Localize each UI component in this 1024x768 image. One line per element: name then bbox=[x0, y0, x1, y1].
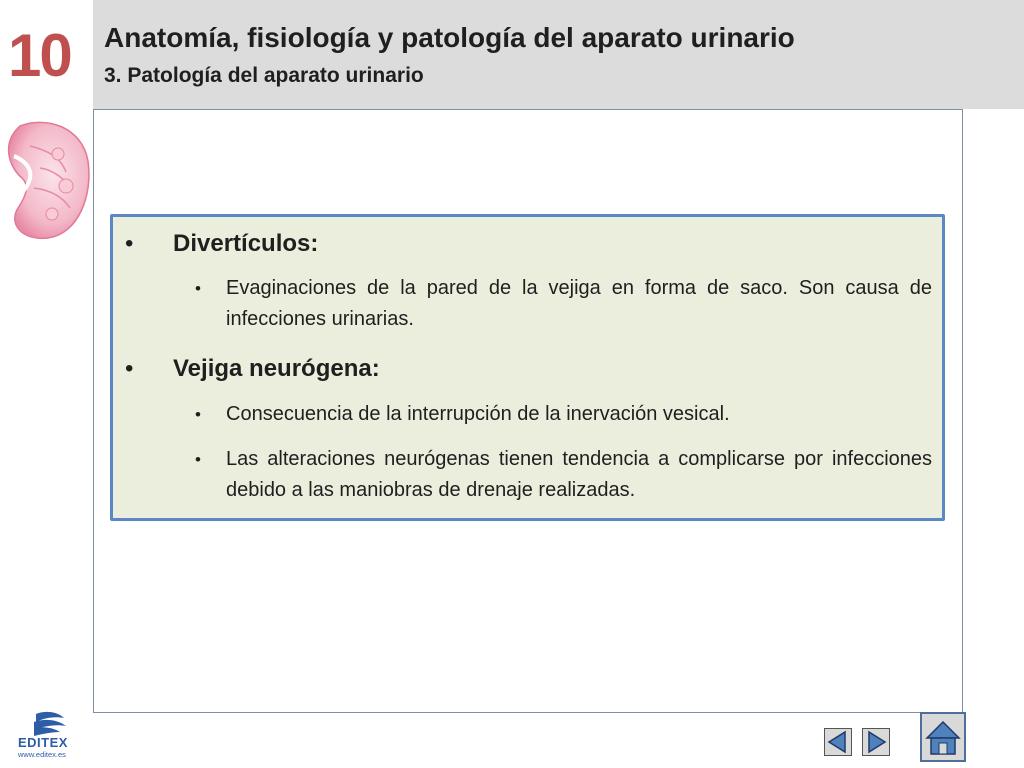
home-button[interactable] bbox=[920, 712, 966, 762]
bullet-dot: • bbox=[195, 279, 201, 298]
brand-url: www.editex.es bbox=[18, 750, 66, 759]
bullet-point-text: Consecuencia de la interrupción de la inervación vesical. bbox=[226, 403, 730, 425]
kidney-illustration bbox=[0, 116, 92, 242]
bullet-heading-text: Vejiga neurógena: bbox=[173, 355, 380, 382]
chapter-number: 10 bbox=[8, 22, 71, 89]
bullet-dot: • bbox=[125, 230, 134, 257]
bullet-point-text: Las alteraciones neurógenas tienen tendencia a complicarse por infecciones debido a las maniobras de drenaje realizadas. bbox=[226, 448, 932, 501]
triangle-right-icon bbox=[863, 729, 889, 755]
bullet-heading-text: Divertículos: bbox=[173, 230, 319, 257]
bullet-dot: • bbox=[125, 355, 134, 382]
bullet-dot: • bbox=[195, 405, 201, 424]
bullet-dot: • bbox=[195, 450, 201, 469]
triangle-left-icon bbox=[825, 729, 851, 755]
slide-subtitle: 3. Patología del aparato urinario bbox=[104, 64, 424, 87]
brand-name: EDITEX bbox=[18, 735, 68, 750]
content-box bbox=[110, 214, 945, 521]
house-icon bbox=[922, 714, 964, 760]
bullet-point-text: Evaginaciones de la pared de la vejiga en forma de saco. Son causa de infecciones urinarias. bbox=[226, 277, 932, 330]
next-slide-button[interactable] bbox=[862, 728, 890, 756]
previous-slide-button[interactable] bbox=[824, 728, 852, 756]
slide-title: Anatomía, fisiología y patología del aparato urinario bbox=[104, 22, 795, 53]
